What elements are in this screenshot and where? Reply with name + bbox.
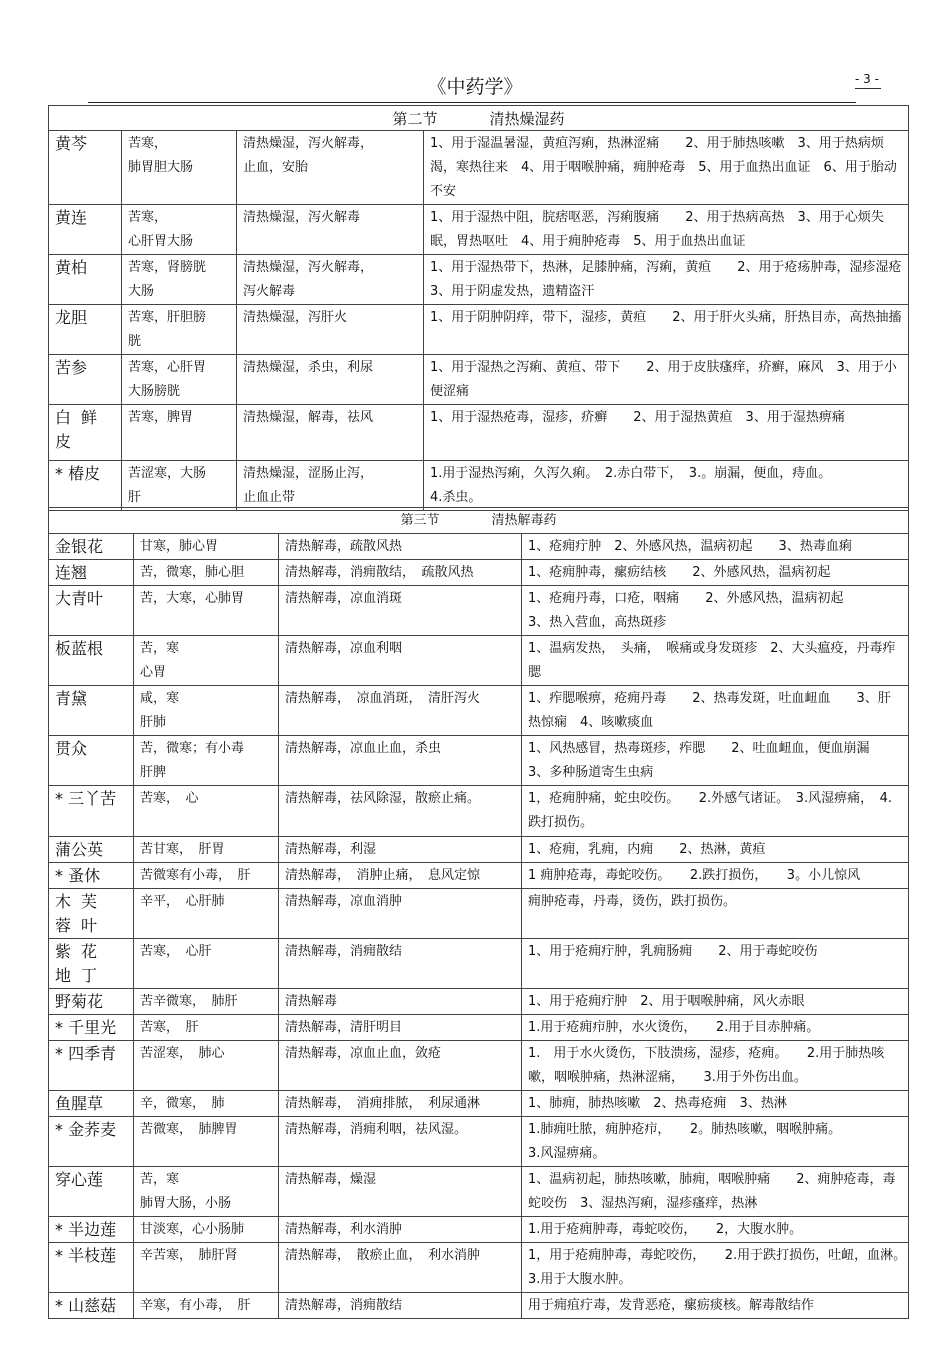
herb-application xyxy=(424,405,909,461)
section3-herb-row xyxy=(49,939,909,989)
cell-line: 苦寒， 心肝 xyxy=(140,944,212,959)
herb-name: * 四季青 xyxy=(49,1041,134,1091)
cell-line: 苦寒，心肝胃 xyxy=(128,360,207,375)
herb-name: * 椿皮 xyxy=(49,461,122,511)
cell-line: 1、疮痈丹毒，口疮，咽痛 2、外感风热，温病初起 xyxy=(528,591,844,606)
cell-line: 清热解毒， 消痈排脓， 利尿通淋 xyxy=(285,1096,481,1111)
cell-line: 肺胃胆大肠 xyxy=(128,160,194,175)
herb-property xyxy=(134,736,279,786)
herb-effect xyxy=(279,1293,522,1319)
cell-line: 肺胃大肠，小肠 xyxy=(140,1196,232,1211)
herb-effect xyxy=(237,461,424,511)
cell-line: 苦，微寒，肺心胆 xyxy=(140,565,245,580)
cell-line: 心肝胃大肠 xyxy=(128,234,194,249)
herb-application xyxy=(424,355,909,405)
cell-line: 肝肺 xyxy=(140,715,167,730)
cell-line: 1、用于湿温暑湿，黄疸泻痢，热淋涩痛 2、用于肺热咳嗽 3、用于热病烦渴，寒热往来 4、用于咽喉肿痛，痈肿疮毒 5、用于血热出血证 6、用于胎动不安 xyxy=(430,136,897,199)
cell-line: 清热解毒，疏散风热 xyxy=(285,539,403,554)
page-number-underline xyxy=(855,88,881,89)
section3-herb-row xyxy=(49,1243,909,1293)
herb-application xyxy=(522,1217,909,1243)
cell-line: 甘寒，肺心胃 xyxy=(140,539,219,554)
herb-effect xyxy=(279,1041,522,1091)
herb-name: * 千里光 xyxy=(49,1015,134,1041)
herb-effect xyxy=(279,1091,522,1117)
herb-name: 鱼腥草 xyxy=(49,1091,134,1117)
herb-property xyxy=(134,1293,279,1319)
cell-line: 清热解毒，凉血利咽 xyxy=(285,641,403,656)
herb-property xyxy=(134,863,279,889)
cell-line: 清热解毒， 散瘀止血， 利水消肿 xyxy=(285,1248,481,1263)
herb-application xyxy=(522,1015,909,1041)
herb-name: 木芙蓉叶 xyxy=(49,889,134,939)
herb-name: 黄连 xyxy=(49,205,122,255)
herb-application xyxy=(522,989,909,1015)
cell-line: 1、用于阴肿阴痒，带下，湿疹，黄疸 2、用于肝火头痛，肝热目赤，高热抽搐 xyxy=(430,310,902,325)
cell-line: 痈肿疮毒，丹毒，烫伤，跌打损伤。 xyxy=(528,894,737,909)
cell-line: 清热解毒， 凉血消斑， 清肝泻火 xyxy=(285,691,481,706)
cell-line: 苦寒，肝胆膀 xyxy=(128,310,207,325)
cell-line: 1、温病发热， 头痛， 喉痛或身发斑疹 2、大头瘟疫，丹毒痄腮 xyxy=(528,641,896,680)
cell-line: 止血，安胎 xyxy=(243,160,309,175)
herb-effect xyxy=(279,636,522,686)
herb-effect xyxy=(279,586,522,636)
cell-line: 心胃 xyxy=(140,665,167,680)
section3-heading xyxy=(49,508,909,534)
herb-effect xyxy=(237,305,424,355)
cell-line: 1、用于湿热疮毒，湿疹，疥癣 2、用于湿热黄疸 3、用于湿热痹痛 xyxy=(430,410,845,425)
title-rule xyxy=(88,102,856,103)
cell-line: 1、疮痈疔肿 2、外感风热，温病初起 3、热毒血痢 xyxy=(528,539,852,554)
section3-herb-row xyxy=(49,560,909,586)
herb-name: 金银花 xyxy=(49,534,134,560)
cell-line: 4.杀虫。 xyxy=(430,490,482,505)
cell-line: 辛，微寒， 肺 xyxy=(140,1096,225,1111)
herb-property xyxy=(134,534,279,560)
cell-line: 苦甘寒， 肝胃 xyxy=(140,842,225,857)
herb-name: 蒲公英 xyxy=(49,837,134,863)
section2-herb-row xyxy=(49,131,909,205)
herb-effect xyxy=(279,1117,522,1167)
section3-herb-row xyxy=(49,636,909,686)
herb-application xyxy=(522,1293,909,1319)
herb-effect xyxy=(237,131,424,205)
herb-property xyxy=(134,1015,279,1041)
cell-line: 1、痄腮喉痹，疮痈丹毒 2、热毒发斑，吐血衄血 3、肝热惊痫 4、咳嗽痰血 xyxy=(528,691,891,730)
section2-herb-row xyxy=(49,305,909,355)
cell-line: 苦，寒 xyxy=(140,1172,180,1187)
herb-name: 大青叶 xyxy=(49,586,134,636)
herb-name: 黄柏 xyxy=(49,255,122,305)
section3-herb-row xyxy=(49,1167,909,1217)
cell-line: 苦微寒有小毒， 肝 xyxy=(140,868,251,883)
section2-header-row xyxy=(49,106,909,131)
section3-herb-row xyxy=(49,586,909,636)
herb-application xyxy=(424,255,915,305)
herb-effect xyxy=(279,560,522,586)
herb-property xyxy=(122,131,237,205)
herb-application xyxy=(522,863,909,889)
cell-line: 1、用于疮痈疔肿，乳痈肠痈 2、用于毒蛇咬伤 xyxy=(528,944,818,959)
cell-line: 清热燥湿，泻火解毒， xyxy=(243,260,374,275)
herb-effect xyxy=(279,1243,522,1293)
cell-line: 1 痈肿疮毒，毒蛇咬伤。 2.跌打损伤， 3。小儿惊风 xyxy=(528,868,861,883)
herb-property xyxy=(134,1117,279,1167)
herb-application xyxy=(424,131,909,205)
cell-line: 清热解毒，祛风除湿，散瘀止痛。 xyxy=(285,791,481,806)
cell-line: 辛寒，有小毒， 肝 xyxy=(140,1298,251,1313)
herb-effect xyxy=(279,863,522,889)
cell-line: 清热解毒 xyxy=(285,994,338,1009)
herb-effect xyxy=(279,837,522,863)
section3-header-row xyxy=(49,508,909,534)
herb-application xyxy=(522,837,909,863)
cell-line: 1、用于湿热带下，热淋，足膝肿痛，泻痢，黄疸 2、用于疮疡肿毒，湿疹湿疮 3、用于阴虚发热，遗精盗汗 xyxy=(430,260,915,299)
herb-effect xyxy=(279,939,522,989)
herb-property xyxy=(134,1167,279,1217)
herb-application xyxy=(522,889,909,939)
cell-line: 甘淡寒，心小肠肺 xyxy=(140,1222,245,1237)
herb-property xyxy=(134,989,279,1015)
cell-line: 3、热入营血，高热斑疹 xyxy=(528,615,667,630)
section3-herb-row xyxy=(49,1117,909,1167)
cell-line: 1.肺痈吐脓，痈肿疮疖， 2。肺热咳嗽，咽喉肿痛。 xyxy=(528,1122,842,1137)
herb-application xyxy=(522,534,909,560)
herb-name: 贯众 xyxy=(49,736,134,786)
cell-line: 大肠膀胱 xyxy=(128,384,181,399)
cell-line: 苦辛微寒， 肺肝 xyxy=(140,994,238,1009)
section3-herb-row xyxy=(49,736,909,786)
herb-application xyxy=(522,786,909,837)
section2-herb-row xyxy=(49,205,909,255)
cell-line: 清热燥湿，涩肠止泻， xyxy=(243,466,374,481)
herb-property xyxy=(134,586,279,636)
herb-effect xyxy=(279,686,522,736)
herb-application xyxy=(522,586,909,636)
section3-herb-row xyxy=(49,534,909,560)
cell-line: 1、疮痈，乳痈，内痈 2、热淋，黄疸 xyxy=(528,842,766,857)
cell-line: 苦涩寒， 肺心 xyxy=(140,1046,225,1061)
section3-table xyxy=(48,507,913,1319)
cell-line: 清热燥湿，泻火解毒 xyxy=(243,210,361,225)
herb-property xyxy=(134,939,279,989)
cell-line: 清热解毒，凉血止血，杀虫 xyxy=(285,741,442,756)
section3-herb-row xyxy=(49,889,909,939)
section2-heading xyxy=(49,106,909,131)
cell-line: 清热解毒，消痈利咽，祛风湿。 xyxy=(285,1122,468,1137)
cell-line: 1、温病初起，肺热咳嗽，肺痈，咽喉肿痛 2、痈肿疮毒，毒蛇咬伤 3、湿热泻痢，湿疹瘙痒，热淋 xyxy=(528,1172,896,1211)
herb-property xyxy=(134,1091,279,1117)
section3-herb-row xyxy=(49,989,909,1015)
cell-line: 1、风热感冒，热毒斑疹，痄腮 2、吐血衄血，便血崩漏 3、多种肠道寄生虫病 xyxy=(528,741,883,780)
herb-property xyxy=(134,786,279,837)
herb-property xyxy=(134,1217,279,1243)
herb-application xyxy=(522,1243,913,1293)
herb-effect xyxy=(237,405,424,461)
herb-name: 黄芩 xyxy=(49,131,122,205)
cell-line: 清热解毒，燥湿 xyxy=(285,1172,377,1187)
cell-line: 1、用于疮痈疔肿 2、用于咽喉肿痛，风火赤眼 xyxy=(528,994,805,1009)
cell-line: 1、疮痈肿毒，瘰疬结核 2、外感风热，温病初起 xyxy=(528,565,831,580)
section2-herb-row xyxy=(49,461,909,511)
cell-line: 苦寒， 心 xyxy=(140,791,199,806)
cell-line: 1，用于疮痈肿毒，毒蛇咬伤， 2.用于跌打损伤，吐衄，血淋。 3.用于大腹水肿。 xyxy=(528,1248,913,1287)
cell-line: 大肠 xyxy=(128,284,155,299)
herb-effect xyxy=(279,1217,522,1243)
page-number: - 3 - xyxy=(855,72,879,86)
cell-line: 1、用于湿热中阻，脘痞呕恶，泻痢腹痛 2、用于热病高热 3、用于心烦失眠，胃热呕吐 4、用于痈肿疮毒 5、用于血热出血证 xyxy=(430,210,884,249)
herb-name: 白鲜皮 xyxy=(49,405,122,461)
herb-application xyxy=(522,1041,909,1091)
herb-property xyxy=(122,355,237,405)
section3-herb-row xyxy=(49,686,909,736)
cell-line: 清热解毒，消痈散结， 疏散风热 xyxy=(285,565,474,580)
cell-line: 清热燥湿，杀虫，利尿 xyxy=(243,360,374,375)
herb-property xyxy=(122,405,237,461)
cell-line: 1.用于疮痈疖肿，水火烫伤， 2.用于目赤肿痛。 xyxy=(528,1020,820,1035)
section2-table xyxy=(48,105,915,511)
section3-herb-row xyxy=(49,863,909,889)
cell-line: 清热解毒， 消肿止痛， 息风定惊 xyxy=(285,868,481,883)
herb-property xyxy=(134,837,279,863)
herb-name: 紫花地丁 xyxy=(49,939,134,989)
cell-line: 肝 xyxy=(128,490,142,505)
herb-name: 连翘 xyxy=(49,560,134,586)
herb-property xyxy=(122,205,237,255)
cell-line: 清热燥湿，泻火解毒， xyxy=(243,136,374,151)
cell-line: 苦，寒 xyxy=(140,641,180,656)
cell-line: 1、肺痈，肺热咳嗽 2、热毒疮痈 3、热淋 xyxy=(528,1096,787,1111)
herb-property xyxy=(122,461,237,511)
section3-herb-row xyxy=(49,786,909,837)
herb-application xyxy=(522,636,909,686)
section2-herb-row xyxy=(49,355,909,405)
herb-name: 野菊花 xyxy=(49,989,134,1015)
herb-application xyxy=(522,736,909,786)
section3-rows xyxy=(49,534,913,1319)
cell-line: 泻火解毒 xyxy=(243,284,296,299)
cell-line: 清热解毒，凉血消斑 xyxy=(285,591,403,606)
section3-herb-row xyxy=(49,1091,909,1117)
cell-line: 1. 用于水火烫伤，下肢溃疡，湿疹，疮痈。 2.用于肺热咳嗽，咽喉肿痛，热淋涩痛， 3.用于外伤出血。 xyxy=(528,1046,885,1085)
cell-line: 清热解毒，清肝明目 xyxy=(285,1020,403,1035)
herb-effect xyxy=(237,205,424,255)
herb-effect xyxy=(279,1167,522,1217)
herb-effect xyxy=(279,889,522,939)
herb-application xyxy=(522,939,909,989)
herb-effect xyxy=(237,255,424,305)
cell-line: 清热解毒，凉血消肿 xyxy=(285,894,403,909)
cell-line: 苦寒， 肝 xyxy=(140,1020,199,1035)
herb-property xyxy=(134,889,279,939)
herb-name: * 半边莲 xyxy=(49,1217,134,1243)
herb-name: * 山慈菇 xyxy=(49,1293,134,1319)
herb-application xyxy=(522,1167,909,1217)
herb-name: * 蚤休 xyxy=(49,863,134,889)
cell-line: 苦寒， xyxy=(128,210,168,225)
cell-line: 1.用于湿热泻痢，久泻久痢。 2.赤白带下， 3.。崩漏，便血，痔血。 xyxy=(430,466,832,481)
herb-effect xyxy=(279,989,522,1015)
cell-line: 3.风湿痹痛。 xyxy=(528,1146,606,1161)
cell-line: 清热解毒，消痈散结 xyxy=(285,1298,403,1313)
cell-line: 1，疮痈肿痛，蛇虫咬伤。 2.外感气诸证。 3.风湿痹痛， 4.跌打损伤。 xyxy=(528,791,892,830)
herb-property xyxy=(134,560,279,586)
cell-line: 辛苦寒， 肺肝肾 xyxy=(140,1248,238,1263)
section2-herb-row xyxy=(49,405,909,461)
herb-effect xyxy=(279,786,522,837)
section3-herb-row xyxy=(49,1015,909,1041)
cell-line: 咸，寒 xyxy=(140,691,180,706)
document-title: 《中药学》 xyxy=(427,76,523,98)
herb-property xyxy=(134,636,279,686)
cell-line: 苦，微寒；有小毒 xyxy=(140,741,245,756)
cell-line: 止血止带 xyxy=(243,490,296,505)
cell-line: 清热解毒，利水消肿 xyxy=(285,1222,403,1237)
cell-line: 用于痈疽疔毒，发背恶疮，瘰疬痰核。解毒散结作 xyxy=(528,1298,815,1313)
section3-herb-row xyxy=(49,1217,909,1243)
section2-herb-row xyxy=(49,255,909,305)
cell-line: 胱 xyxy=(128,334,142,349)
section2-title: 清热燥湿药 xyxy=(489,110,565,128)
herb-property xyxy=(122,305,237,355)
herb-application xyxy=(522,1117,909,1167)
herb-name: * 金荞麦 xyxy=(49,1117,134,1167)
section3-herb-row xyxy=(49,1293,909,1319)
cell-line: 清热解毒，利湿 xyxy=(285,842,377,857)
cell-line: 苦，大寒，心肺胃 xyxy=(140,591,245,606)
herb-property xyxy=(134,686,279,736)
cell-line: 苦寒， xyxy=(128,136,168,151)
herb-effect xyxy=(279,736,522,786)
cell-line: 苦寒，肾膀胱 xyxy=(128,260,207,275)
herb-application xyxy=(424,461,909,511)
herb-application xyxy=(424,305,909,355)
section2-label: 第二节 xyxy=(392,110,438,128)
cell-line: 清热燥湿，泻肝火 xyxy=(243,310,348,325)
cell-line: 辛平， 心肝肺 xyxy=(140,894,225,909)
herb-effect xyxy=(279,534,522,560)
herb-application xyxy=(522,686,909,736)
cell-line: 清热燥湿，解毒，祛风 xyxy=(243,410,374,425)
herb-name: * 半枝莲 xyxy=(49,1243,134,1293)
cell-line: 1.用于疮痈肿毒，毒蛇咬伤， 2，大腹水肿。 xyxy=(528,1222,803,1237)
herb-property xyxy=(134,1041,279,1091)
cell-line: 苦寒，脾胃 xyxy=(128,410,194,425)
cell-line: 清热解毒，消痈散结 xyxy=(285,944,403,959)
herb-name: * 三丫苦 xyxy=(49,786,134,837)
herb-name: 青黛 xyxy=(49,686,134,736)
cell-line: 清热解毒，凉血止血，敛疮 xyxy=(285,1046,442,1061)
herb-property xyxy=(122,255,237,305)
cell-line: 苦微寒， 肺脾胃 xyxy=(140,1122,238,1137)
cell-line: 肝脾 xyxy=(140,765,167,780)
section2-rows xyxy=(49,131,915,511)
cell-line: 1、用于湿热之泻痢、黄疸、带下 2、用于皮肤瘙痒，疥癣，麻风 3、用于小便涩痛 xyxy=(430,360,897,399)
section3-herb-row xyxy=(49,837,909,863)
cell-line: 苦涩寒，大肠 xyxy=(128,466,207,481)
herb-name: 板蓝根 xyxy=(49,636,134,686)
herb-effect xyxy=(279,1015,522,1041)
herb-name: 苦参 xyxy=(49,355,122,405)
herb-name: 龙胆 xyxy=(49,305,122,355)
herb-application xyxy=(522,560,909,586)
section3-label: 第三节 xyxy=(400,513,440,528)
herb-application xyxy=(424,205,909,255)
herb-name: 穿心莲 xyxy=(49,1167,134,1217)
herb-property xyxy=(134,1243,279,1293)
section3-herb-row xyxy=(49,1041,909,1091)
herb-application xyxy=(522,1091,909,1117)
section3-title: 清热解毒药 xyxy=(491,513,557,528)
herb-effect xyxy=(237,355,424,405)
